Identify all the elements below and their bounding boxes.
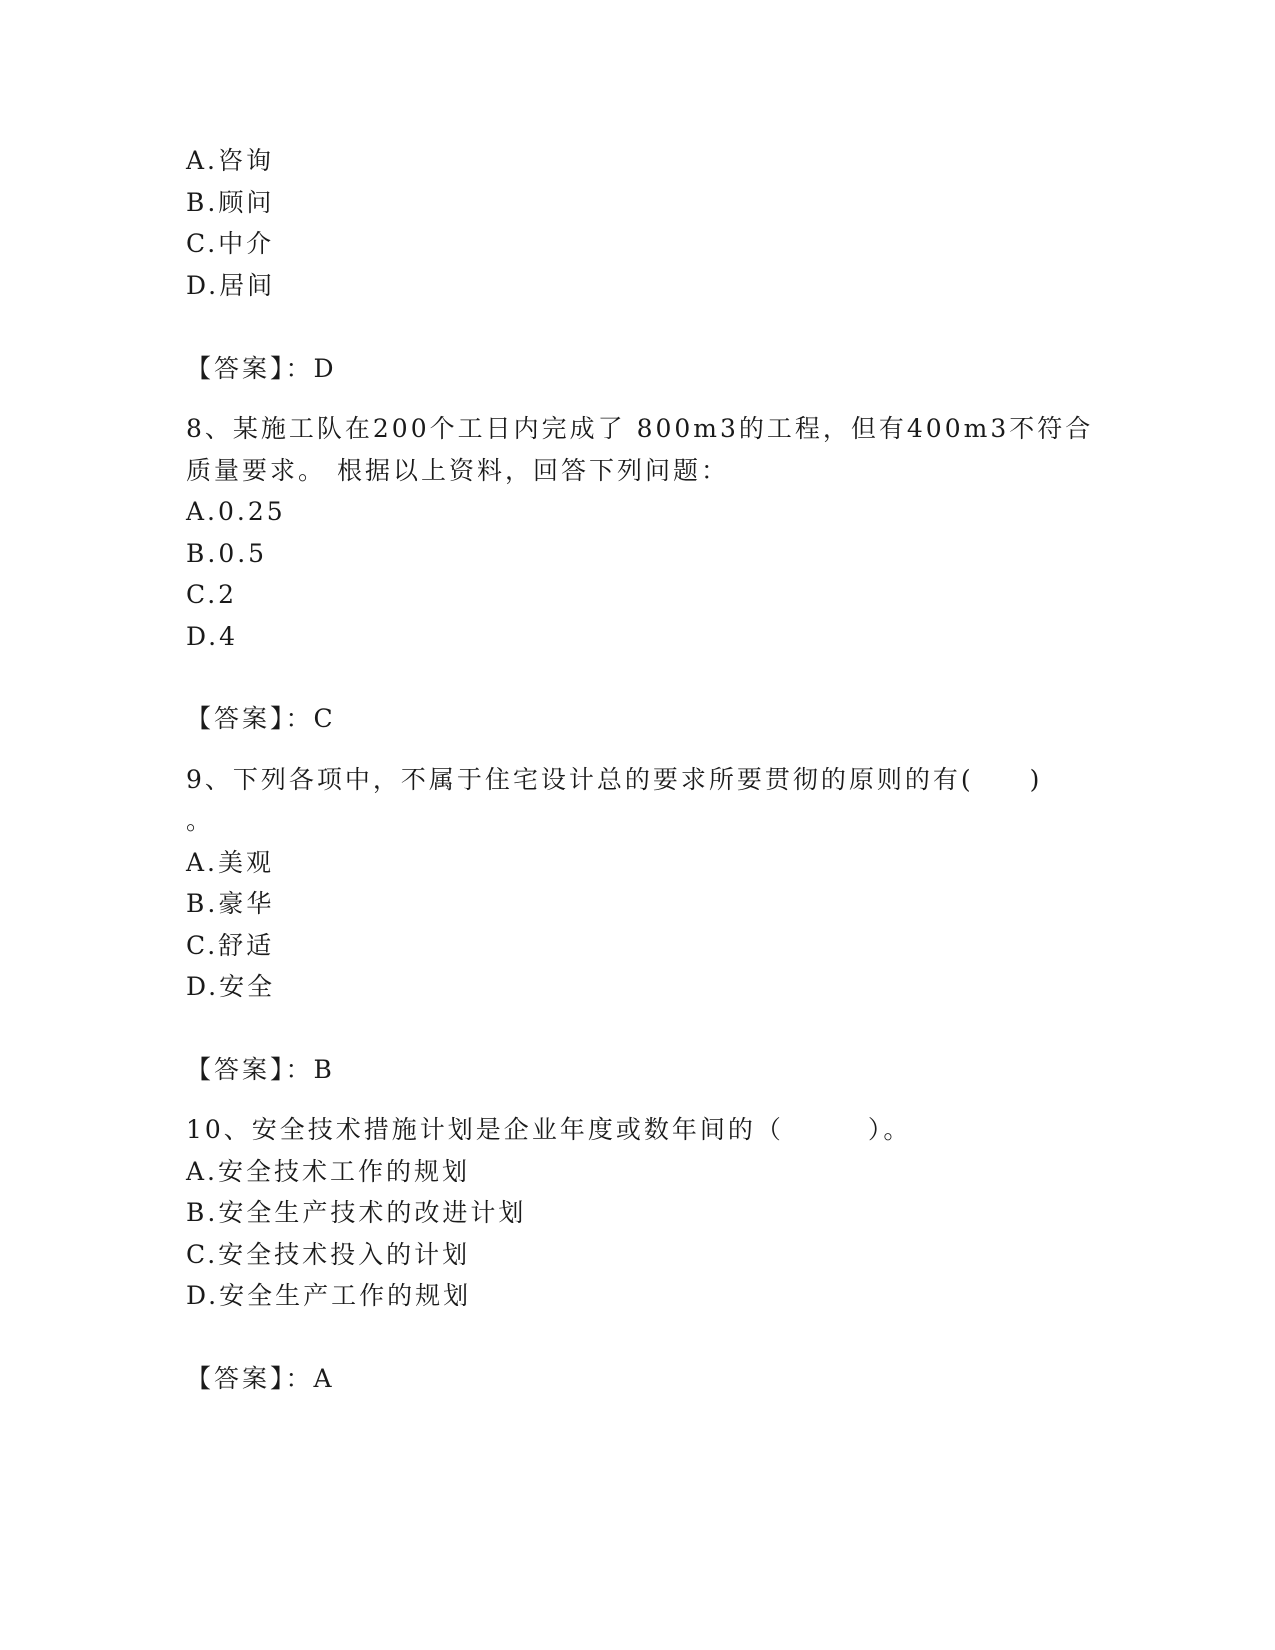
q10-option-d: D.安全生产工作的规划 <box>186 1281 472 1310</box>
q9-option-b: B.豪华 <box>186 889 275 918</box>
q7-option-c: C.中介 <box>186 229 275 258</box>
q9-stem-line2: 。 <box>186 806 215 835</box>
q7-option-a: A.咨询 <box>186 146 275 175</box>
q10-option-c: C.安全技术投入的计划 <box>186 1240 471 1269</box>
q10-option-a: A.安全技术工作的规划 <box>186 1157 471 1186</box>
q7-option-d: D.居间 <box>186 271 276 300</box>
q9-option-a: A.美观 <box>186 848 275 877</box>
q9-stem-line1: 9、下列各项中，不属于住宅设计总的要求所要贯彻的原则的有( ) <box>186 765 1043 794</box>
q7-option-b: B.顾问 <box>186 188 275 217</box>
q8-stem-line1: 8、某施工队在200个工日内完成了 800m3的工程，但有400m3不符合 <box>186 414 1094 443</box>
q8-stem-line2: 质量要求。 根据以上资料，回答下列问题： <box>186 456 729 485</box>
q9-option-c: C.舒适 <box>186 931 275 960</box>
q9-option-d: D.安全 <box>186 972 276 1001</box>
q10-stem-line1: 10、安全技术措施计划是企业年度或数年间的（ ）。 <box>186 1115 912 1144</box>
q8-option-a: A.0.25 <box>186 497 286 526</box>
q8-option-d: D.4 <box>186 622 239 651</box>
q10-answer: 【答案】：A <box>186 1364 335 1393</box>
q8-answer: 【答案】：C <box>186 704 336 733</box>
q10-option-b: B.安全生产技术的改进计划 <box>186 1198 527 1227</box>
q8-option-b: B.0.5 <box>186 539 268 568</box>
q7-answer: 【答案】：D <box>186 354 337 383</box>
q8-option-c: C.2 <box>186 580 238 609</box>
q9-answer: 【答案】：B <box>186 1055 335 1084</box>
